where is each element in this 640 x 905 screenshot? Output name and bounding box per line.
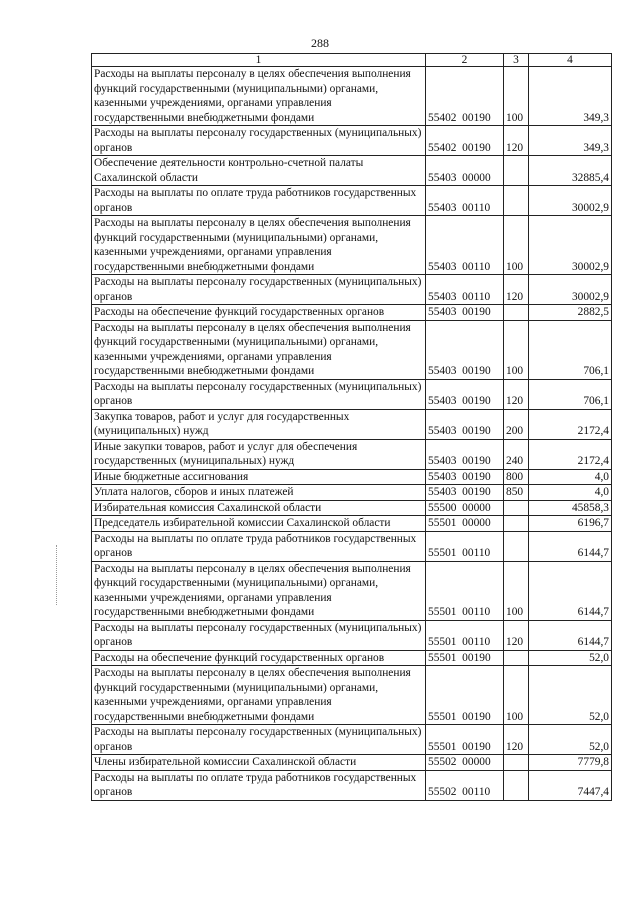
row-code-cell: 55501 00110 bbox=[426, 531, 504, 561]
header-col-2: 2 bbox=[426, 54, 504, 67]
row-code-cell: 55403 00190 bbox=[426, 379, 504, 409]
row-kind-cell bbox=[504, 755, 529, 771]
row-sum-cell: 30002,9 bbox=[529, 216, 612, 275]
table-row bbox=[92, 725, 612, 755]
row-kind-cell: 240 bbox=[504, 439, 529, 469]
row-name-cell: Расходы на обеспечение функций государственных органов bbox=[92, 305, 426, 321]
row-kind-cell: 100 bbox=[504, 666, 529, 725]
row-kind-cell bbox=[504, 650, 529, 666]
row-kind-cell: 100 bbox=[504, 67, 529, 126]
table-row bbox=[92, 755, 612, 771]
row-kind-cell: 800 bbox=[504, 469, 529, 485]
row-code-cell: 55501 00110 bbox=[426, 620, 504, 650]
table-header bbox=[92, 54, 612, 67]
row-sum-cell: 6144,7 bbox=[529, 531, 612, 561]
row-code-cell: 55501 00000 bbox=[426, 516, 504, 532]
row-kind-cell: 850 bbox=[504, 485, 529, 501]
row-name-cell: Расходы на выплаты персоналу в целях обеспечения выполнения функций государственными (муниципальными) органами, казенными учреждениями, органами управления государственными внебюджетными фондами bbox=[92, 666, 426, 725]
row-kind-cell: 200 bbox=[504, 409, 529, 439]
header-row bbox=[92, 54, 612, 67]
header-col-4: 4 bbox=[529, 54, 612, 67]
row-sum-cell: 2172,4 bbox=[529, 409, 612, 439]
row-code-cell: 55502 00110 bbox=[426, 770, 504, 800]
row-sum-cell: 45858,3 bbox=[529, 500, 612, 516]
table-row bbox=[92, 666, 612, 725]
row-name-cell: Расходы на выплаты персоналу государственных (муниципальных) органов bbox=[92, 126, 426, 156]
row-code-cell: 55403 00190 bbox=[426, 439, 504, 469]
row-kind-cell: 120 bbox=[504, 725, 529, 755]
row-name-cell: Расходы на выплаты персоналу государственных (муниципальных) органов bbox=[92, 725, 426, 755]
row-kind-cell: 120 bbox=[504, 620, 529, 650]
table-row bbox=[92, 320, 612, 379]
row-kind-cell: 100 bbox=[504, 216, 529, 275]
table-row bbox=[92, 275, 612, 305]
row-code-cell: 55501 00190 bbox=[426, 666, 504, 725]
row-code-cell: 55501 00190 bbox=[426, 725, 504, 755]
row-kind-cell: 120 bbox=[504, 379, 529, 409]
row-name-cell: Расходы на выплаты по оплате труда работников государственных органов bbox=[92, 186, 426, 216]
row-sum-cell: 7779,8 bbox=[529, 755, 612, 771]
row-kind-cell: 100 bbox=[504, 561, 529, 620]
row-name-cell: Расходы на обеспечение функций государственных органов bbox=[92, 650, 426, 666]
row-sum-cell: 6144,7 bbox=[529, 620, 612, 650]
table-row bbox=[92, 126, 612, 156]
header-col-1: 1 bbox=[92, 54, 426, 67]
row-sum-cell: 706,1 bbox=[529, 320, 612, 379]
row-sum-cell: 52,0 bbox=[529, 650, 612, 666]
row-sum-cell: 4,0 bbox=[529, 469, 612, 485]
row-kind-cell bbox=[504, 500, 529, 516]
row-sum-cell: 349,3 bbox=[529, 126, 612, 156]
row-kind-cell bbox=[504, 305, 529, 321]
row-kind-cell: 100 bbox=[504, 320, 529, 379]
row-name-cell: Председатель избирательной комиссии Сахалинской области bbox=[92, 516, 426, 532]
row-code-cell: 55500 00000 bbox=[426, 500, 504, 516]
row-code-cell: 55403 00110 bbox=[426, 275, 504, 305]
page-number: 288 bbox=[311, 36, 329, 50]
row-sum-cell: 30002,9 bbox=[529, 275, 612, 305]
row-code-cell: 55403 00190 bbox=[426, 485, 504, 501]
row-code-cell: 55402 00190 bbox=[426, 126, 504, 156]
row-sum-cell: 52,0 bbox=[529, 666, 612, 725]
row-code-cell: 55403 00190 bbox=[426, 320, 504, 379]
table-row bbox=[92, 500, 612, 516]
table-row bbox=[92, 439, 612, 469]
row-name-cell: Расходы на выплаты персоналу государственных (муниципальных) органов bbox=[92, 620, 426, 650]
row-name-cell: Закупка товаров, работ и услуг для государственных (муниципальных) нужд bbox=[92, 409, 426, 439]
table-row bbox=[92, 216, 612, 275]
table-row bbox=[92, 620, 612, 650]
row-sum-cell: 706,1 bbox=[529, 379, 612, 409]
row-kind-cell bbox=[504, 770, 529, 800]
row-code-cell: 55502 00000 bbox=[426, 755, 504, 771]
row-code-cell: 55403 00190 bbox=[426, 469, 504, 485]
header-col-3: 3 bbox=[504, 54, 529, 67]
row-sum-cell: 32885,4 bbox=[529, 156, 612, 186]
row-name-cell: Уплата налогов, сборов и иных платежей bbox=[92, 485, 426, 501]
row-name-cell: Расходы на выплаты по оплате труда работников государственных органов bbox=[92, 531, 426, 561]
table-row bbox=[92, 485, 612, 501]
row-kind-cell bbox=[504, 186, 529, 216]
table-body bbox=[92, 67, 612, 801]
row-name-cell: Расходы на выплаты по оплате труда работников государственных органов bbox=[92, 770, 426, 800]
row-kind-cell bbox=[504, 516, 529, 532]
row-sum-cell: 7447,4 bbox=[529, 770, 612, 800]
row-code-cell: 55403 00110 bbox=[426, 216, 504, 275]
row-kind-cell: 120 bbox=[504, 275, 529, 305]
row-sum-cell: 2882,5 bbox=[529, 305, 612, 321]
row-kind-cell bbox=[504, 156, 529, 186]
table-row bbox=[92, 516, 612, 532]
row-name-cell: Иные бюджетные ассигнования bbox=[92, 469, 426, 485]
table-row bbox=[92, 156, 612, 186]
row-sum-cell: 349,3 bbox=[529, 67, 612, 126]
table-row bbox=[92, 650, 612, 666]
row-sum-cell: 2172,4 bbox=[529, 439, 612, 469]
row-name-cell: Расходы на выплаты персоналу в целях обеспечения выполнения функций государственными (муниципальными) органами, казенными учреждениями, органами управления государственными внебюджетными фондами bbox=[92, 320, 426, 379]
row-kind-cell bbox=[504, 531, 529, 561]
table-row bbox=[92, 770, 612, 800]
row-code-cell: 55501 00190 bbox=[426, 650, 504, 666]
table-row bbox=[92, 469, 612, 485]
row-name-cell: Расходы на выплаты персоналу в целях обеспечения выполнения функций государственными (муниципальными) органами, казенными учреждениями, органами управления государственными внебюджетными фондами bbox=[92, 561, 426, 620]
row-name-cell: Члены избирательной комиссии Сахалинской области bbox=[92, 755, 426, 771]
row-sum-cell: 6144,7 bbox=[529, 561, 612, 620]
row-kind-cell: 120 bbox=[504, 126, 529, 156]
row-name-cell: Иные закупки товаров, работ и услуг для обеспечения государственных (муниципальных) нужд bbox=[92, 439, 426, 469]
row-sum-cell: 52,0 bbox=[529, 725, 612, 755]
row-code-cell: 55403 00190 bbox=[426, 409, 504, 439]
table-row bbox=[92, 561, 612, 620]
row-name-cell: Обеспечение деятельности контрольно-счетной палаты Сахалинской области bbox=[92, 156, 426, 186]
row-sum-cell: 6196,7 bbox=[529, 516, 612, 532]
table-row bbox=[92, 409, 612, 439]
row-name-cell: Расходы на выплаты персоналу в целях обеспечения выполнения функций государственными (муниципальными) органами, казенными учреждениями, органами управления государственными внебюджетными фондами bbox=[92, 67, 426, 126]
row-name-cell: Расходы на выплаты персоналу в целях обеспечения выполнения функций государственными (муниципальными) органами, казенными учреждениями, органами управления государственными внебюджетными фондами bbox=[92, 216, 426, 275]
budget-table bbox=[91, 53, 612, 801]
scan-margin-mark bbox=[56, 545, 58, 605]
table-row bbox=[92, 186, 612, 216]
row-code-cell: 55403 00110 bbox=[426, 186, 504, 216]
row-sum-cell: 4,0 bbox=[529, 485, 612, 501]
table-row bbox=[92, 531, 612, 561]
row-code-cell: 55501 00110 bbox=[426, 561, 504, 620]
row-name-cell: Избирательная комиссия Сахалинской области bbox=[92, 500, 426, 516]
row-code-cell: 55403 00190 bbox=[426, 305, 504, 321]
row-code-cell: 55403 00000 bbox=[426, 156, 504, 186]
row-name-cell: Расходы на выплаты персоналу государственных (муниципальных) органов bbox=[92, 379, 426, 409]
table-row bbox=[92, 67, 612, 126]
table-row bbox=[92, 305, 612, 321]
row-name-cell: Расходы на выплаты персоналу государственных (муниципальных) органов bbox=[92, 275, 426, 305]
row-sum-cell: 30002,9 bbox=[529, 186, 612, 216]
row-code-cell: 55402 00190 bbox=[426, 67, 504, 126]
table-row bbox=[92, 379, 612, 409]
